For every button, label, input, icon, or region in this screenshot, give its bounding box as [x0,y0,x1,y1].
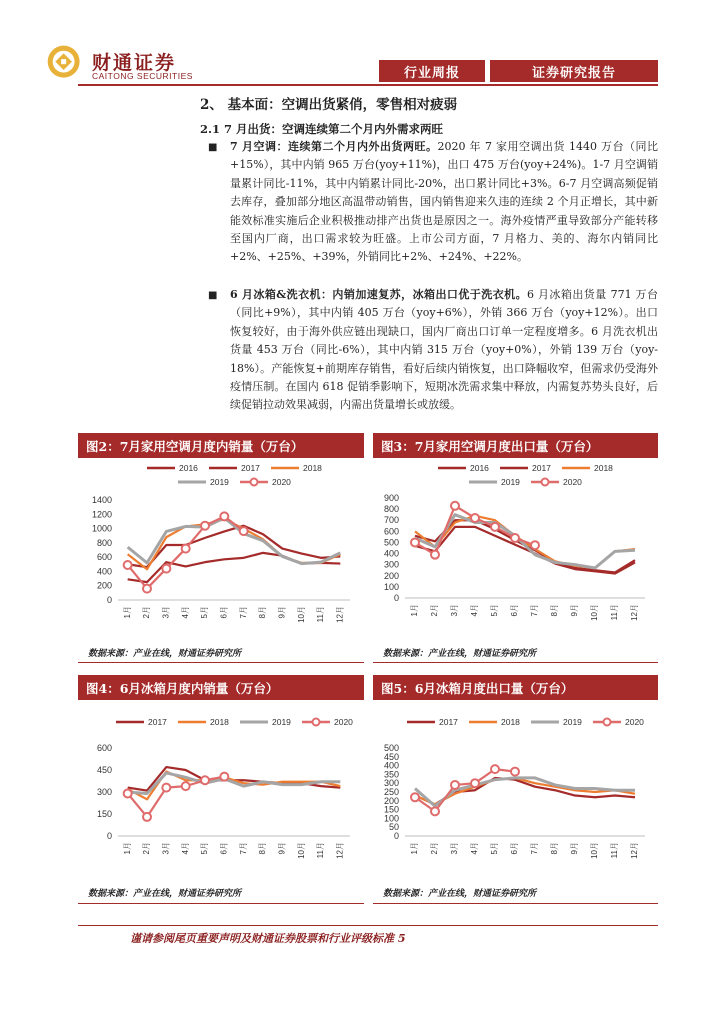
x-tick-label: 9月 [570,604,580,617]
y-tick-label: 400 [383,548,399,559]
x-tick-label: 4月 [470,604,480,617]
y-tick-label: 1400 [91,495,112,505]
x-tick-label: 12月 [335,842,345,859]
caitong-logo [46,44,88,86]
y-tick-label: 1200 [91,509,112,520]
data-point-2020 [162,565,170,573]
x-tick-label: 2月 [430,604,440,617]
legend-label: 2016 [179,463,198,473]
series-line-2018 [415,778,635,804]
y-tick-label: 100 [383,581,399,592]
y-tick-label: 150 [383,804,399,815]
x-tick-label: 8月 [550,842,560,855]
x-tick-label: 12月 [630,842,640,859]
y-tick-label: 800 [96,537,112,548]
paragraph-fridge [230,286,658,415]
x-tick-label: 6月 [510,604,520,617]
x-tick-label: 11月 [610,604,620,621]
chart-fridge-domestic [78,702,364,870]
figure-2-title: 图2：7月家用空调月度内销量（万台） [78,433,364,458]
chart-ac-domestic [78,460,364,640]
legend-label: 2019 [501,477,520,487]
source-note: 数据来源：产业在线，财通证券研究所 [88,889,242,899]
y-tick-label: 450 [96,765,112,775]
y-tick-label: 400 [383,760,399,771]
x-tick-label: 5月 [490,842,500,855]
data-point-2020 [182,782,190,790]
data-point-2020 [451,781,459,789]
figure-3-title: 图3：7月家用空调月度出口量（万台） [373,433,658,458]
x-tick-label: 11月 [316,842,326,859]
y-tick-label: 300 [96,787,112,797]
legend-marker [604,719,611,726]
x-tick-label: 4月 [470,842,480,855]
series-line-2016 [415,527,635,574]
data-point-2020 [471,514,479,522]
paragraph-body: 2020 年 7 家用空调出货 1440 万台（同比+15%），其中内销 965 万台(yoy+11%)，出口 475 万台(yoy+24%)。1-7 月空调销量累计同比-11%，其中内销累计同比-20%，出口累计同比+3%。6-7 月空调高频促销去库存，叠加部分地区高温带动销售，国内销售迎来久违的连续 2 个月正增长，其中新能效标准实施后企业积极推动排产出货也是原因之一。海外疫情严重导致部分产能转移至国内厂商，出口需求较为旺盛。上市公司方面，7 月格力、美的、海尔内销同比+2%、+25%、+39%，外销同比+2%、+24%、+22%。 [230,140,658,264]
panel-rule [78,662,364,663]
figure-5-title: 图5：6月冰箱月度出口量（万台） [373,675,658,700]
y-tick-label: 0 [106,831,112,841]
data-point-2020 [511,768,519,776]
y-tick-label: 500 [383,537,399,548]
data-point-2020 [182,545,190,553]
company-name-cn: 财通证券 [92,52,177,74]
legend-label: 2019 [272,717,291,727]
data-point-2020 [143,813,151,821]
x-tick-label: 9月 [277,842,287,855]
legend-label: 2018 [594,463,613,473]
x-tick-label: 5月 [490,604,500,617]
x-tick-label: 6月 [219,606,229,619]
x-tick-label: 2月 [142,842,152,855]
legend-marker [542,479,549,486]
report-type-tag: 行业周报 [379,60,485,82]
panel-rule [78,903,364,904]
data-point-2020 [511,534,519,542]
y-tick-label: 600 [383,526,399,537]
panel-rule [373,903,658,904]
data-point-2020 [471,779,479,787]
y-tick-label: 450 [383,751,399,762]
y-tick-label: 200 [383,795,399,806]
y-tick-label: 0 [106,595,112,605]
x-tick-label: 4月 [180,606,190,619]
chart-fridge-export [373,702,658,870]
x-tick-label: 9月 [277,606,287,619]
x-tick-label: 12月 [630,604,640,621]
data-point-2020 [220,512,228,520]
y-tick-label: 50 [388,822,399,833]
y-tick-label: 200 [383,570,399,581]
data-point-2020 [531,541,539,549]
x-tick-label: 8月 [258,842,268,855]
source-note: 数据来源：产业在线，财通证券研究所 [88,649,242,659]
legend-label: 2017 [148,717,167,727]
x-tick-label: 7月 [238,606,248,619]
y-tick-label: 300 [383,778,399,789]
chart-ac-export [373,460,658,640]
x-tick-label: 8月 [258,606,268,619]
x-tick-label: 12月 [335,606,345,623]
data-point-2020 [451,502,459,510]
y-tick-label: 350 [383,769,399,780]
legend-label: 2017 [439,717,458,727]
y-tick-label: 900 [383,493,399,503]
y-tick-label: 150 [96,809,112,819]
data-point-2020 [240,527,248,535]
legend-label: 2020 [563,477,582,487]
x-tick-label: 9月 [570,842,580,855]
y-tick-label: 300 [383,559,399,570]
x-tick-label: 5月 [200,606,210,619]
legend-label: 2020 [272,477,291,487]
bullet-icon: ■ [208,290,218,301]
legend-label: 2017 [532,463,551,473]
x-tick-label: 6月 [219,842,229,855]
legend-marker [251,479,258,486]
x-tick-label: 10月 [296,842,306,859]
figure-4-title: 图4：6月冰箱月度内销量（万台） [78,675,364,700]
x-tick-label: 2月 [430,842,440,855]
y-tick-label: 700 [383,515,399,526]
x-tick-label: 3月 [161,606,171,619]
header-divider [78,84,658,86]
data-point-2020 [220,773,228,781]
x-tick-label: 3月 [450,604,460,617]
paragraph-lead: 7 月空调：连续第二个月内外出货两旺。 [230,140,438,153]
x-tick-label: 7月 [530,604,540,617]
legend-label: 2017 [241,463,260,473]
legend-label: 2018 [210,717,229,727]
panel-rule [373,662,658,663]
section-subtitle: 2.1 7 月出货：空调连续第二个月内外需求两旺 [200,122,444,136]
y-tick-label: 1000 [91,523,112,534]
y-tick-label: 500 [383,743,399,753]
paragraph-body: 6 月冰箱出货量 771 万台（同比+9%），其中内销 405 万台（yoy+6%），外销 366 万台（yoy+12%）。出口恢复较好，由于海外供应链出现缺口，国内厂商出口订单一定程度增多。6 月洗衣机出货量 453 万台（同比-6%），其中内销 315 万台（yoy+0%），外销 139 万台（yoy-18%）。产能恢复+前期库存销售，看好后续内销恢复，出口降幅收窄，但需求仍受海外疫情压制。在国内 618 促销季影响下，短期冰洗需求集中释放，内需复苏势头良好，后续促销拉动效果减弱，内需出货量增长或放缓。 [230,288,659,412]
x-tick-label: 8月 [550,604,560,617]
y-tick-label: 0 [393,593,399,603]
legend-label: 2020 [625,717,644,727]
x-tick-label: 10月 [590,604,600,621]
company-name-en: CAITONG SECURITIES [92,71,193,81]
x-tick-label: 10月 [296,606,306,623]
data-point-2020 [411,538,419,546]
x-tick-label: 1月 [410,842,420,855]
x-tick-label: 7月 [530,842,540,855]
footer-disclaimer: 谨请参阅尾页重要声明及财通证券股票和行业评级标准 5 [130,932,406,945]
x-tick-label: 1月 [410,604,420,617]
section-title: 2、 基本面：空调出货紧俏，零售相对疲弱 [200,97,458,113]
x-tick-label: 3月 [161,842,171,855]
data-point-2020 [143,585,151,593]
x-tick-label: 10月 [590,842,600,859]
data-point-2020 [491,523,499,531]
data-point-2020 [124,561,132,569]
legend-marker [313,719,320,726]
x-tick-label: 1月 [122,606,132,619]
data-point-2020 [491,765,499,773]
legend-label: 2016 [470,463,489,473]
x-tick-label: 5月 [200,842,210,855]
paragraph-lead: 6 月冰箱&洗衣机：内销加速复苏，冰箱出口优于洗衣机。 [230,288,528,301]
data-point-2020 [431,551,439,559]
legend-label: 2020 [334,717,353,727]
data-point-2020 [431,807,439,815]
data-point-2020 [162,784,170,792]
legend-label: 2019 [210,477,229,487]
y-tick-label: 100 [383,813,399,824]
data-point-2020 [201,776,209,784]
y-tick-label: 800 [383,504,399,515]
x-tick-label: 11月 [316,606,326,623]
source-note: 数据来源：产业在线，财通证券研究所 [383,649,537,659]
x-tick-label: 6月 [510,842,520,855]
y-tick-label: 600 [96,552,112,563]
x-tick-label: 3月 [450,842,460,855]
y-tick-label: 600 [96,743,112,753]
y-tick-label: 200 [96,580,112,591]
x-tick-label: 1月 [122,842,132,855]
y-tick-label: 400 [96,566,112,577]
series-line-2016 [128,553,341,582]
legend-label: 2018 [303,463,322,473]
x-tick-label: 11月 [610,842,620,859]
report-category-tag: 证券研究报告 [490,60,658,82]
legend-label: 2018 [501,717,520,727]
legend-label: 2019 [563,717,582,727]
paragraph-ac [230,138,658,267]
x-tick-label: 7月 [238,842,248,855]
x-tick-label: 2月 [142,606,152,619]
y-tick-label: 250 [383,787,399,797]
data-point-2020 [124,789,132,797]
y-tick-label: 0 [393,831,399,841]
bullet-icon: ■ [208,142,218,153]
data-point-2020 [201,522,209,530]
footer-divider [78,925,658,926]
data-point-2020 [411,793,419,801]
source-note: 数据来源：产业在线，财通证券研究所 [383,889,537,899]
x-tick-label: 4月 [180,842,190,855]
